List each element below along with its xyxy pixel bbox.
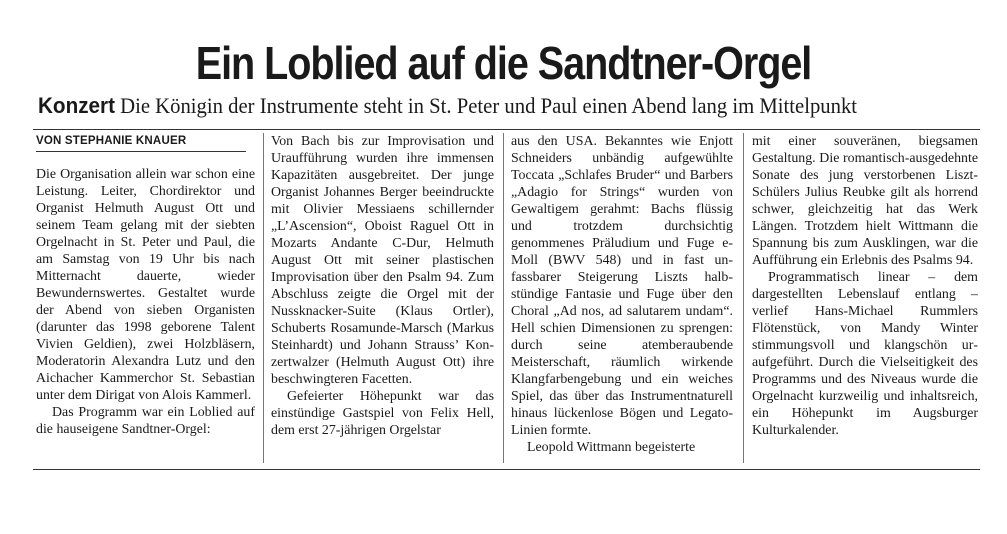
bottom-divider [33, 469, 980, 470]
paragraph: Das Programm war ein Loblied auf die hauseigene Sandtner-Orgel: [36, 405, 255, 437]
subheadline [38, 92, 931, 120]
paragraph: Die Organisation allein war schon eine Leistung. Leiter, Chordirektor und Organist Helmuth August Ott und seinem Team gelang mit der siebten Orgelnacht in St. Peter und Paul, die am Samstag von 19 Uhr bis nach Mitternacht dauerte, wieder Bewundernswertes. Gestaltet wurde der Abend von sieben Organisten (darunter das 1998 geborene Talent Vivien Geldien), zwei Holzbläsern, Moderatorin Alexandra Lutz und den Aichacher Kammerchor St. Sebastian unter dem Dirigat von Alois Kammerl. [36, 167, 255, 403]
column-3 [511, 133, 733, 467]
column-4 [752, 133, 978, 467]
paragraph: mit einer souveränen, biegsamen Gestaltung. Die romantisch-ausgedehnte Sonate des jung verstorbenen Liszt-Schülers Julius Reubke gilt als horrend schwer, gleichzeitig hat das Werk Längen. Trotzdem hielt Wittmann die Spannung bis zum Ausklingen, war die Aufführung ein Erlebnis des Psalms 94. [752, 134, 978, 268]
paragraph: Programmatisch linear – dem dargestellten Lebenslauf entlang – verlief Hans-Michael Rummlers Flötenstück, von Mandy Winter stimmungsvoll und klangschön uraufgeführt. Durch die Vielseitigkeit des Programms und des Niveaus wurde die Orgelnacht kurzweilig und inhaltsreich, ein Höhepunkt im Augsburger Kulturkalender. [752, 270, 978, 438]
column-divider [263, 133, 264, 463]
paragraph: aus den USA. Bekanntes wie Enjott Schneiders unbändig aufgewühlte Toccata „Schlafes Bruder“ und Barbers „Adagio for Strings“ wurden von Gewaltigem gerahmt: Bachs flüssig und trotzdem durchsichtig genommenes Präludium und Fuge e-Moll (BWV 548) und in fast unfassbarer Steigerung Liszts halbstündige Fantasie und Fuge über den Choral „Ad nos, ad salutarem undam“. Hell schien Dimensionen zu sprengen: durch seine atemberaubende Meisterschaft, räumlich wirkende Klangfarbengebung und ein weiches Spiel, das über das Instrumentnaturell hinaus lückenlose Bögen und Legato-Linien formte. [511, 134, 733, 438]
column-2 [271, 133, 494, 467]
paragraph: Leopold Wittmann begeisterte [527, 440, 696, 455]
column-1 [36, 133, 255, 467]
column-divider [503, 133, 504, 463]
paragraph: Gefeierter Höhepunkt war das einstündige Gastspiel von Felix Hell, dem erst 27-jährigen Orgelstar [271, 389, 494, 438]
subheadline-text: Die Königin der Instrumente steht in St. Peter und Paul einen Abend lang im Mittelpunkt [120, 93, 858, 118]
paragraph: Von Bach bis zur Improvisation und Uraufführung wurden ihre immensen Kapazitäten ausgebreitet. Der junge Organist Johannes Berger beeindruckte mit Olivier Messiaens schillernder „L’Ascension“, Oboist Raguel Ott in Mozarts Andante C-Dur, Helmuth August Ott mit seiner plastischen Improvisation über den Psalm 94. Zum Abschluss zeigte die Orgel mit der Nussknacker-Suite (Klaus Ortler), Schuberts Rosamunde-Marsch (Markus Steinhardt) und Johann Strauss’ Konzertwalzer (Helmuth August Ott) ihre beschwingteren Facetten. [271, 134, 494, 387]
top-divider [33, 129, 980, 130]
byline: VON STEPHANIE KNAUER [36, 133, 246, 152]
column-divider [743, 133, 744, 463]
headline: Ein Loblied auf die Sandtner-Orgel [195, 37, 812, 89]
kicker-label: Konzert [38, 93, 115, 118]
